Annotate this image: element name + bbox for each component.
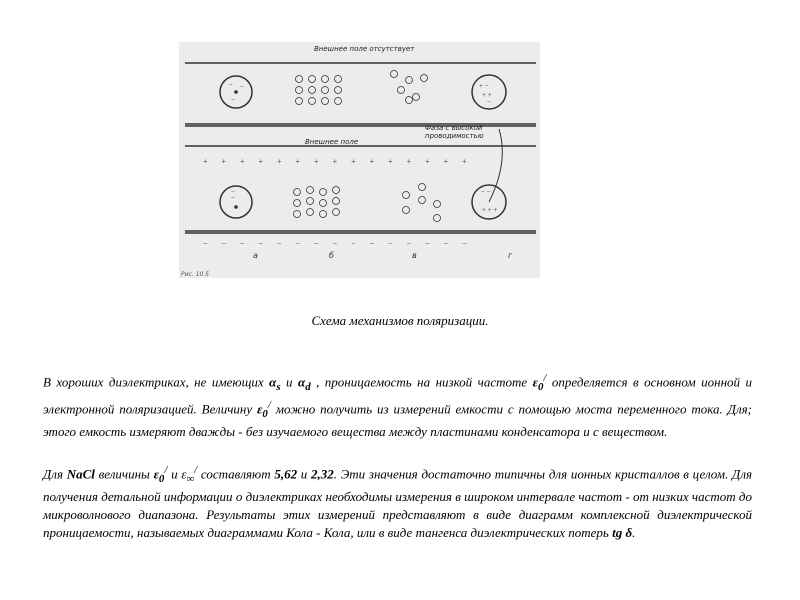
label-no-field: Внешнее поле отсутствует [314,45,415,53]
figure-caption: Схема механизмов поляризации. [311,313,489,328]
svg-text:+ +: + + [482,91,492,99]
polarization-mechanisms-figure [179,42,540,278]
paragraph-2: Для NaCl величины $\varepsilon_0^/$ и $\varepsilon_\infty^/$ составляют 5,62 и 2,32. Эти значения достаточно типичны для ионных кристаллов в целом. Для получения детальной информации о диэлектриках необходимы измерения в широком интервале частот - от низких частот до микроволнового диапазона. Результаты этих измерений представляют в виде диаграмм комплексной диэлектрической проницаемости, называемых диаграммами Кола - Кола, или в виде тангенса диэлектрических потерь tg δ. [43,464,753,540]
svg-text:−: − [231,96,235,104]
svg-text:−: − [231,194,235,202]
paragraph-1: В хороших диэлектриках, не имеющих $\alpha_s$ и $\alpha_d$ , проницаемость на низкой частоте $\varepsilon_0^/$ определяется в основном ионной и электронной поляризацией. Величину $\varepsilon_0^/$ можно получить из измерений емкости с помощью моста переменного тока. Для; этого емкость измеряют дважды - без изучаемого вещества между пластинами конденсатора и с веществом. [43,372,753,439]
svg-text:−: − [231,188,235,196]
svg-text:−: − [487,98,491,106]
figure-number: Рис. 10.5 [181,271,209,278]
col-label-a: а [253,251,258,260]
label-phase-2: проводимостью [425,132,484,140]
svg-text:−: − [240,83,244,91]
col-label-g: г [508,251,513,260]
label-phase: Фаза с высокой [425,124,483,132]
svg-text:−−−−−−−−−−−−−−−: −−−−−−−−−−−−−−− [203,239,481,248]
svg-text:− −: − − [481,188,491,196]
col-label-b: б [329,251,334,260]
col-label-v: в [412,251,417,260]
svg-text:−: − [229,81,233,89]
svg-text:+++++++++++++++: +++++++++++++++ [203,157,481,166]
svg-text:+ −: + − [479,82,489,90]
svg-text:+ + +: + + + [482,206,498,214]
label-field: Внешнее поле [305,138,359,146]
